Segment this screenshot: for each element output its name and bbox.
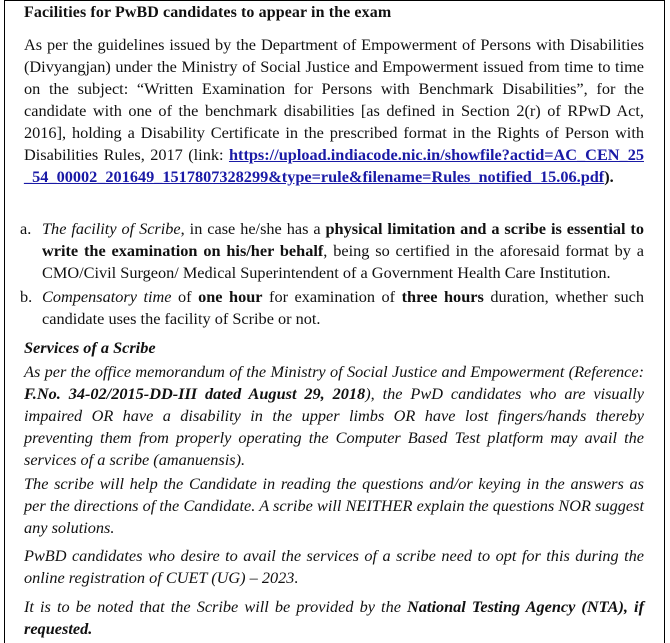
compensatory-time-term: Compensatory time (42, 287, 172, 306)
intro-text: As per the guidelines issued by the Department of Empowerment of Persons with Disabilities (Divyangjan) under the Ministry of Social Justice and Empowerment issued from time to time on the subject: “Written Examination for Persons with Benchmark Disabilities”, for the candidate with one of the benchmark disabilities [as defined in Section 2(r) of RPwD Act, 2016], holding a Disability Certificate in the prescribed format in the Rights of Person with Disabilities Rules, 2017 (24, 35, 644, 164)
section-title: Facilities for PwBD candidates to appear in the exam (24, 4, 392, 21)
list-item-a (8, 218, 644, 284)
list-b-text-3: duration, whether such candidate uses the facility of Scribe or not. (42, 287, 644, 328)
list-a-text-2: , being so certified in the aforesaid format by a CMO/Civil Surgeon/ Medical Superintendent of a Government Health Care Institution. (42, 241, 644, 282)
list-b-text-1: of (171, 287, 199, 306)
intro-paragraph (24, 34, 644, 188)
scribe-facility-term: The facility of Scribe (42, 219, 181, 238)
nta-provision: National Testing Agency (NTA), if requested. (24, 597, 644, 638)
one-hour: one hour (198, 287, 263, 306)
office-memo-reference: F.No. 34-02/2015-DD-III dated August 29, 2018 (24, 384, 366, 403)
link-prefix: (link: (188, 145, 224, 164)
list-b-text-2: for examination of (262, 287, 402, 306)
scribe-p1-text-a: As per the office memorandum of the Ministry of Social Justice and Empowerment (Reference: (24, 362, 644, 381)
list-marker-b: b. (20, 287, 33, 306)
scribe-paragraph-4 (24, 596, 644, 640)
link-suffix: ). (604, 167, 614, 186)
scribe-paragraph-1 (24, 361, 644, 471)
three-hours: three hours (401, 287, 484, 306)
rules-pdf-link[interactable]: https://upload.indiacode.nic.in/showfile?actid=AC_CEN_25_54_00002_201649_1517807328299&type=rule&filename=Rules_notified_15.06.pdf (24, 145, 644, 186)
list-marker-a: a. (20, 219, 32, 238)
scribe-p4-text-a: It is to be noted that the Scribe will be provided by the (24, 597, 408, 616)
scribe-paragraph-2: The scribe will help the Candidate in reading the questions and/or keying in the answers as per the directions of the Candidate. A scribe will NEITHER explain the questions NOR suggest any solutions. (24, 474, 644, 537)
list-a-text-1: , in case he/she has a (180, 219, 326, 238)
scribe-p1-text-b: ), the PwD candidates who are visually impaired OR have a disability in the upper limbs OR have lost fingers/hands thereby preventing them from properly operating the Computer Based Test platform may avail the services of a scribe (amanuensis). (24, 384, 644, 469)
scribe-services-heading: Services of a Scribe (24, 338, 156, 357)
scribe-paragraph-3: PwBD candidates who desire to avail the services of a scribe need to opt for this during the online registration of CUET (UG) – 2023. (24, 546, 644, 587)
list-item-b (8, 286, 644, 330)
scribe-condition: physical limitation and a scribe is essential to write the examination on his/her behalf (42, 219, 644, 260)
